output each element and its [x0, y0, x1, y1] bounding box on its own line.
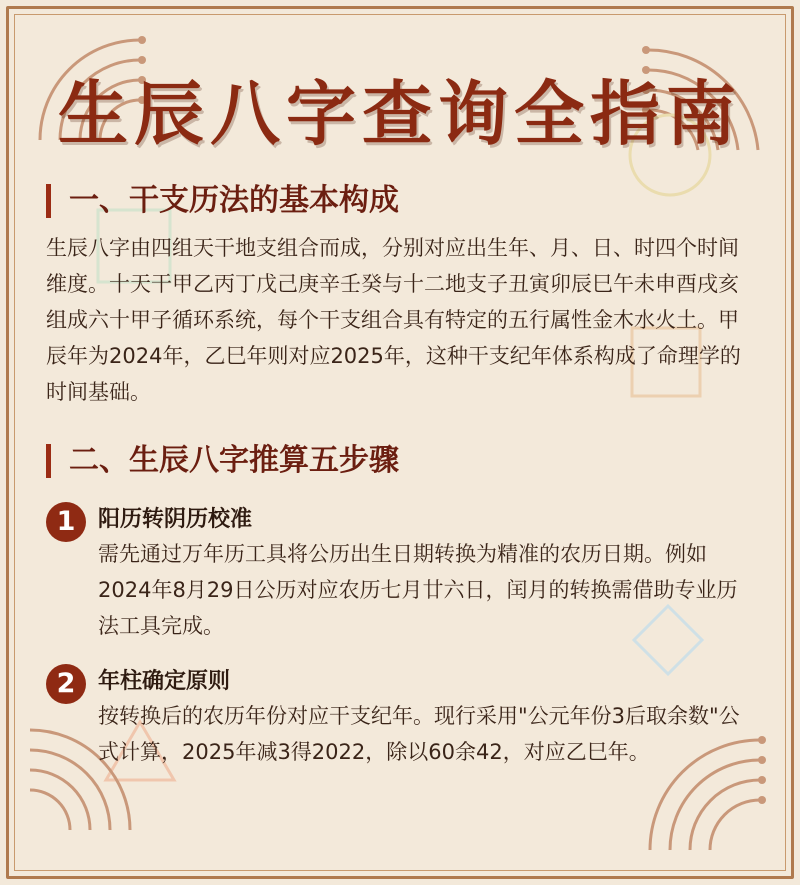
step-2-body: 按转换后的农历年份对应干支纪年。现行采用"公元年份3后取余数"公式计算，2025年减3得2022，除以60余42，对应乙巳年。 — [98, 704, 740, 764]
step-2-title: 年柱确定原则 — [98, 669, 231, 694]
step-1-title: 阳历转阴历校准 — [98, 507, 253, 532]
step-1-body: 需先通过万年历工具将公历出生日期转换为精准的农历日期。例如2024年8月29日公历对应农历七月廿六日，闰月的转换需借助专业历法工具完成。 — [98, 542, 738, 638]
page-title: 生辰八字查询全指南 — [58, 73, 742, 155]
section-1-heading: 一、干支历法的基本构成 — [46, 184, 399, 218]
section-1-body: 生辰八字由四组天干地支组合而成，分别对应出生年、月、日、时四个时间维度。十天干甲乙丙丁戊己庚辛壬癸与十二地支子丑寅卯辰巳午未申酉戌亥组成六十甲子循环系统，每个干支组合具有特定的五行属性金木水火土。甲辰年为2024年，乙巳年则对应2025年，这种干支纪年体系构成了命理学的时间基础。 — [46, 236, 741, 404]
section-2-heading: 二、生辰八字推算五步骤 — [46, 444, 399, 478]
step-2-number: 2 — [46, 664, 86, 704]
step-1-number: 1 — [46, 502, 86, 542]
